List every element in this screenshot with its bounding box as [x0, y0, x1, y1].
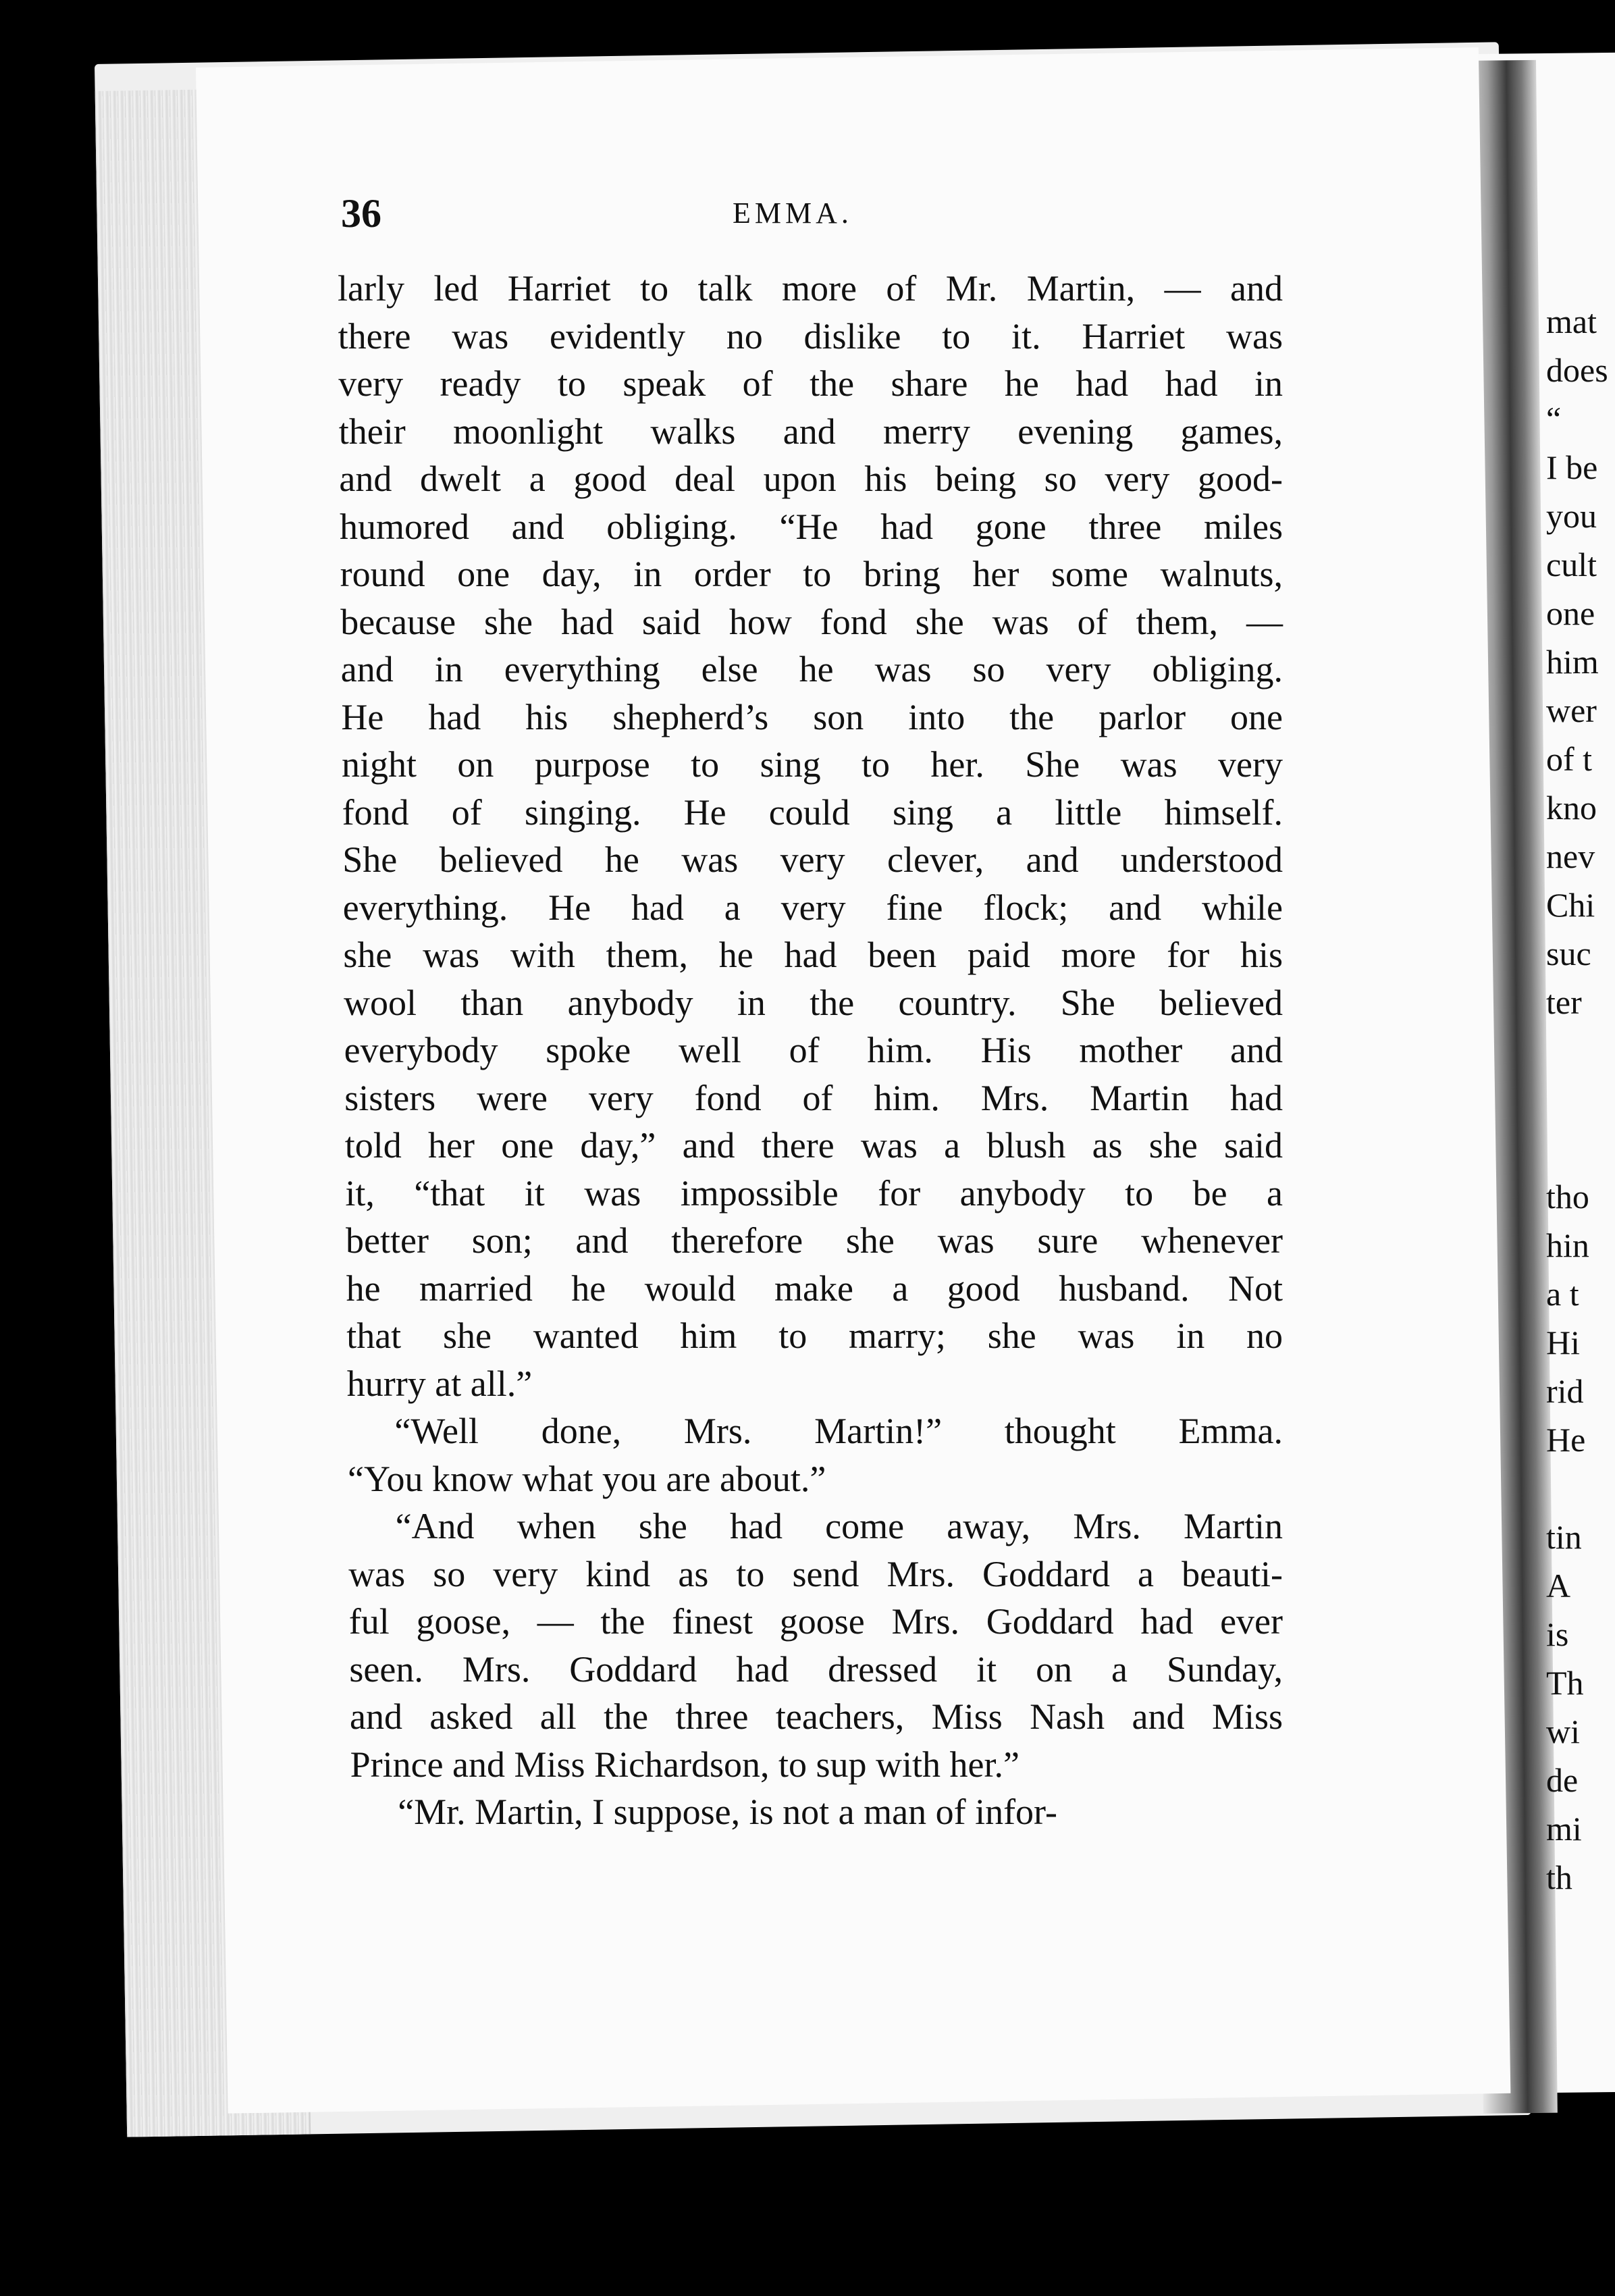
text-line: larly led Harriet to talk more of Mr. Martin, — and	[338, 268, 1283, 309]
text-line: very ready to speak of the share he had had in	[338, 363, 1283, 404]
facing-page-fragment: of t	[1546, 740, 1593, 778]
facing-page-fragment: “	[1546, 400, 1562, 438]
facing-page-fragment: cult	[1546, 546, 1597, 583]
text-line: everything. He had a very fine flock; and while	[342, 887, 1283, 928]
page-number: 36	[341, 191, 381, 236]
text-line: better son; and therefore she was sure whenever	[346, 1220, 1283, 1261]
facing-page-fragment: a t	[1546, 1275, 1579, 1313]
text-line: wool than anybody in the country. She believed	[344, 982, 1283, 1023]
text-line: humored and obliging. “He had gone three miles	[340, 506, 1283, 547]
text-line: there was evidently no dislike to it. Harriet was	[338, 315, 1283, 357]
facing-page-fragment: wer	[1546, 692, 1597, 729]
facing-page-fragment: He	[1546, 1421, 1586, 1459]
text-line: she was with them, he had been paid more for his	[343, 935, 1283, 975]
facing-page-fragment: th	[1546, 1858, 1572, 1896]
facing-page-fragment	[1546, 1026, 1615, 1075]
text-line: “Well done, Mrs. Martin!” thought Emma.	[394, 1411, 1283, 1451]
text-line: and asked all the three teachers, Miss Nash and Miss	[350, 1696, 1283, 1737]
facing-page-fragment: mat	[1546, 303, 1597, 340]
facing-page-fragment: suc	[1546, 935, 1591, 972]
facing-page-fragment: does	[1546, 351, 1608, 389]
text-line: everybody spoke well of him. His mother and	[344, 1030, 1283, 1070]
text-line: he married he would make a good husband. Not	[346, 1268, 1283, 1309]
text-line: that she wanted him to marry; she was in no	[346, 1315, 1283, 1356]
text-line: hurry at all.”	[346, 1363, 533, 1404]
facing-page-fragment	[1546, 1464, 1615, 1513]
text-line: Prince and Miss Richardson, to sup with her.”	[350, 1744, 1020, 1785]
facing-page-fragment	[1546, 1075, 1615, 1124]
facing-page-fragment: I be	[1546, 448, 1598, 486]
facing-page-text-fragments	[1546, 297, 1615, 1902]
text-line: night on purpose to sing to her. She was very	[342, 744, 1283, 785]
text-line: their moonlight walks and merry evening games,	[338, 411, 1283, 452]
body-text	[338, 265, 1283, 1836]
facing-page-fragment: wi	[1546, 1713, 1580, 1750]
text-line: fond of singing. He could sing a little himself.	[342, 791, 1283, 833]
text-line: “And when she had come away, Mrs. Martin	[395, 1506, 1283, 1546]
text-line: and dwelt a good deal upon his being so very good-	[339, 459, 1283, 499]
facing-page-fragment: tho	[1546, 1178, 1589, 1216]
facing-page-fragment: nev	[1546, 837, 1595, 875]
facing-page-fragment: is	[1546, 1615, 1569, 1653]
text-line: “You know what you are about.”	[348, 1458, 826, 1499]
facing-page-fragment: you	[1546, 497, 1597, 535]
text-line: because she had said how fond she was of them, —	[340, 601, 1283, 642]
text-line: round one day, in order to bring her some walnuts,	[340, 554, 1283, 594]
text-line: told her one day,” and there was a blush as she said	[344, 1125, 1283, 1166]
text-line: and in everything else he was so very obliging.	[340, 649, 1283, 689]
facing-page-fragment: tin	[1546, 1518, 1582, 1556]
text-line: seen. Mrs. Goddard had dressed it on a Sunday,	[349, 1648, 1283, 1690]
text-line: He had his shepherd’s son into the parlor one	[341, 696, 1283, 737]
running-head: EMMA.	[733, 197, 853, 230]
facing-page-fragment: de	[1546, 1761, 1579, 1799]
facing-page-fragment: mi	[1546, 1810, 1582, 1848]
facing-page-fragment: hin	[1546, 1226, 1589, 1264]
facing-page-fragment	[1546, 1124, 1615, 1172]
text-line: “Mr. Martin, I suppose, is not a man of infor-	[398, 1792, 1057, 1832]
facing-page-fragment: Th	[1546, 1664, 1584, 1702]
text-line: sisters were very fond of him. Mrs. Martin had	[344, 1077, 1283, 1118]
text-line: it, “that it was impossible for anybody to be a	[345, 1172, 1283, 1214]
text-line: ful goose, — the finest goose Mrs. Goddard had ever	[348, 1601, 1283, 1642]
facing-page-fragment: ter	[1546, 983, 1582, 1021]
facing-page-fragment: A	[1546, 1567, 1571, 1604]
facing-page-fragment: him	[1546, 643, 1599, 681]
facing-page-fragment: rid	[1546, 1372, 1584, 1410]
facing-page-fragment: one	[1546, 594, 1595, 632]
text-line: She believed he was very clever, and understood	[342, 839, 1283, 880]
facing-page-fragment: Hi	[1546, 1324, 1580, 1361]
text-line: was so very kind as to send Mrs. Goddard a beauti-	[348, 1553, 1283, 1594]
facing-page-fragment: Chi	[1546, 886, 1595, 924]
facing-page-fragment: kno	[1546, 789, 1597, 827]
